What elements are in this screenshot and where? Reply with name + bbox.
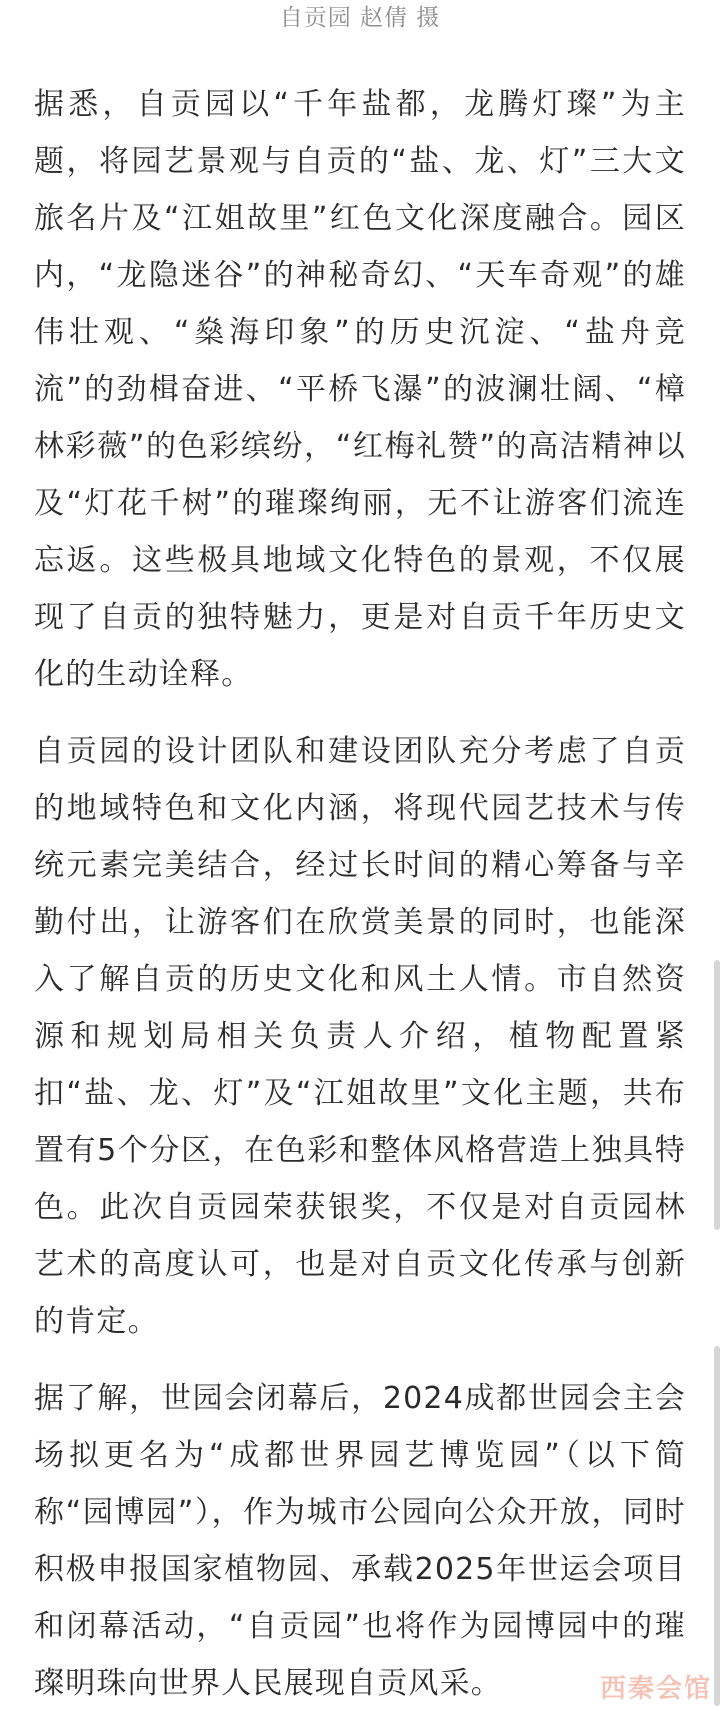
paragraph-3: 据了解，世园会闭幕后，2024成都世园会主会场拟更名为“成都世界园艺博览园”（以下简称“园博园”），作为城市公园向公众开放，同时积极申报国家植物园、承载2025年世运会项目和闭幕活动，“自贡园”也将作为园博园中的璀璨明珠向世界人民展现自贡风采。 bbox=[34, 1381, 686, 1701]
paragraph-2: 自贡园的设计团队和建设团队充分考虑了自贡的地域特色和文化内涵，将现代园艺技术与传统元素完美结合，经过长时间的精心筹备与辛勤付出，让游客们在欣赏美景的同时，也能深入了解自贡的历史文化和风土人情。市自然资源和规划局相关负责人介绍，植物配置紧扣“盐、龙、灯”及“江姐故里”文化主题，共布置有5个分区，在色彩和整体风格营造上独具特色。此次自贡园荣获银奖，不仅是对自贡园林艺术的高度认可，也是对自贡文化传承与创新的肯定。 bbox=[34, 734, 686, 1339]
photo-caption: 自贡园 赵倩 摄 bbox=[279, 5, 441, 31]
scrollbar-thumb-lower[interactable] bbox=[714, 1346, 720, 1706]
scrollbar-thumb-upper[interactable] bbox=[714, 960, 720, 1230]
article-body bbox=[34, 76, 686, 1711]
watermark-logo: 西秦会馆 bbox=[599, 1674, 712, 1704]
paragraph-1: 据悉，自贡园以“千年盐都，龙腾灯璨”为主题，将园艺景观与自贡的“盐、龙、灯”三大文旅名片及“江姐故里”红色文化深度融合。园区内，“龙隐迷谷”的神秘奇幻、“天车奇观”的雄伟壮观、“燊海印象”的历史沉淀、“盐舟竞流”的劲楫奋进、“平桥飞瀑”的波澜壮阔、“樟林彩薇”的色彩缤纷，“红梅礼赞”的高洁精神以及“灯花千树”的璀璨绚丽，无不让游客们流连忘返。这些极具地域文化特色的景观，不仅展现了自贡的独特魅力，更是对自贡千年历史文化的生动诠释。 bbox=[34, 87, 686, 692]
